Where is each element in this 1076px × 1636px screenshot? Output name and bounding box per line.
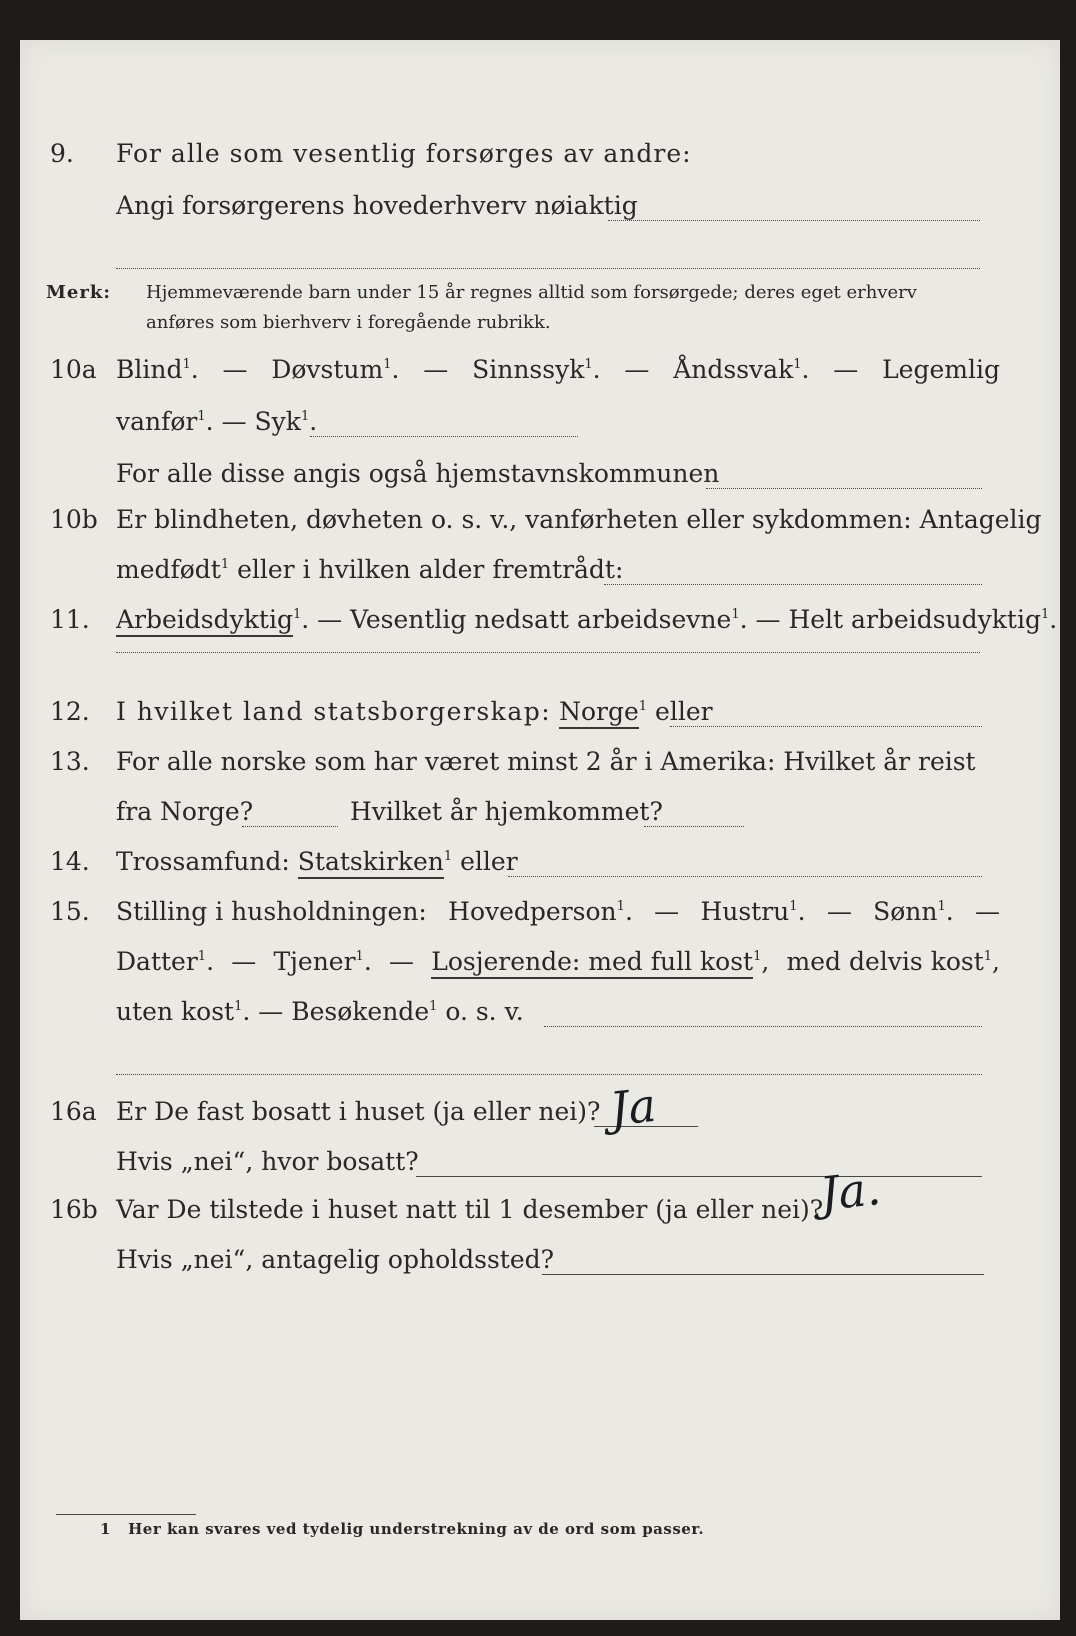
opt-hovedperson[interactable]: Hovedperson$^1$. <box>448 897 633 926</box>
q10a-hjemstavn-field[interactable] <box>706 488 982 489</box>
q9-occupation-field[interactable] <box>608 220 980 221</box>
q15-line2 <box>20 942 1060 982</box>
opt-losjerende-full[interactable]: Losjerende: med full kost$^1$, <box>431 942 769 982</box>
q16a-line1 <box>20 1092 1060 1132</box>
q13-number: 13. <box>50 747 90 776</box>
opt-uten-kost[interactable]: uten kost$^1$. <box>116 997 251 1026</box>
opt-syk[interactable]: Syk$^1$. <box>254 407 318 436</box>
q10a-line1 <box>20 350 1060 390</box>
q12-number: 12. <box>50 697 90 726</box>
opt-norge[interactable]: Norge <box>559 697 639 729</box>
footnote-text: Her kan svares ved tydelig understrekning av de ord som passer. <box>128 1520 705 1538</box>
q16b-line1 <box>20 1190 1060 1230</box>
q10a-options: Blind$^1$. — Døvstum$^1$. — Sinnssyk$^1$. — Åndssvak$^1$. — Legemlig <box>116 350 1000 390</box>
q15-options1: Stilling i husholdningen: Hovedperson$^1$. — Hustru$^1$. — Sønn$^1$. — <box>116 892 1000 932</box>
q12-country-field[interactable] <box>670 726 982 727</box>
q10a-syk-field[interactable] <box>310 436 578 437</box>
footnote-mark: 1 <box>100 1520 111 1538</box>
q10a-options2: vanfør$^1$. — Syk$^1$. <box>116 407 318 436</box>
q13-hjemkommet-label: Hvilket år hjemkommet? <box>350 797 663 826</box>
opt-medfodt[interactable]: medfødt <box>116 555 221 584</box>
footnote-divider <box>56 1514 196 1515</box>
q16b-number: 16b <box>50 1195 98 1224</box>
q15-options2: Datter$^1$. — Tjener$^1$. — Losjerende: med full kost$^1$, med delvis kost$^1$, <box>116 942 1000 982</box>
q15-options3: uten kost$^1$. — Besøkende$^1$ o. s. v. <box>116 997 524 1026</box>
opt-blind[interactable]: Blind$^1$. <box>116 355 199 384</box>
q10b-line1 <box>20 500 1060 540</box>
q10b-alder-field[interactable] <box>604 584 982 585</box>
merk-note <box>20 278 1060 338</box>
q16a-bosatt-field[interactable] <box>416 1176 982 1177</box>
q16b-opholdssted-field[interactable] <box>542 1274 984 1275</box>
opt-statskirken[interactable]: Statskirken <box>298 847 444 879</box>
q10a-hjemstavn-label: For alle disse angis også hjemstavnskommunen <box>116 459 720 488</box>
merk-label: Merk: <box>46 282 111 303</box>
q13-line1 <box>20 742 1060 782</box>
q15-number: 15. <box>50 897 90 926</box>
q10b-text: Er blindheten, døvheten o. s. v., vanførheten eller sykdommen: Antagelig <box>116 505 1042 534</box>
q16b-text: Var De tilstede i huset natt til 1 desember (ja eller nei)? <box>116 1195 824 1224</box>
q9-line1 <box>20 134 1060 174</box>
q10a-number: 10a <box>50 355 97 384</box>
merk-line1: Hjemmeværende barn under 15 år regnes alltid som forsørgede; deres eget erhverv <box>146 282 917 303</box>
q15-line1 <box>20 892 1060 932</box>
q13-reist-field[interactable] <box>242 826 338 827</box>
q16a-text: Er De fast bosatt i huset (ja eller nei)? <box>116 1097 601 1126</box>
opt-datter[interactable]: Datter$^1$. <box>116 947 215 976</box>
opt-sinnssyk[interactable]: Sinnssyk$^1$. <box>472 355 601 384</box>
q15-extra-field2[interactable] <box>116 1074 982 1075</box>
q9-occupation-label: Angi forsørgerens hovederhverv nøiaktig <box>116 191 638 220</box>
opt-losjerende-delvis[interactable]: med delvis kost$^1$, <box>786 947 1000 976</box>
q13-text: For alle norske som har været minst 2 år i Amerika: Hvilket år reist <box>116 747 976 776</box>
opt-besokende[interactable]: Besøkende <box>291 997 430 1026</box>
q11-line <box>20 600 1060 640</box>
q9-number: 9. <box>50 139 74 168</box>
opt-legemlig[interactable]: Legemlig <box>882 355 1000 384</box>
q12-text: I hvilket land statsborgerskap: Norge$^1$ eller <box>116 692 713 732</box>
q16a-answer: Ja <box>607 1077 659 1137</box>
merk-line2: anføres som bierhverv i foregående rubrikk. <box>146 312 551 333</box>
opt-vanfor[interactable]: vanfør$^1$. <box>116 407 214 436</box>
q10b-number: 10b <box>50 505 98 534</box>
q9-text: For alle som vesentlig forsørges av andre: <box>116 139 692 168</box>
q16b-opholdssted-label: Hvis „nei“, antagelig opholdssted? <box>116 1245 555 1274</box>
q9-extra-field[interactable] <box>116 268 980 269</box>
q11-number: 11. <box>50 605 90 634</box>
q14-trossamfund-field[interactable] <box>508 876 982 877</box>
form-page <box>20 40 1060 1620</box>
q15-extra-field1[interactable] <box>544 1026 982 1027</box>
opt-udyktig[interactable]: Helt arbeidsudyktig <box>788 605 1041 634</box>
q11-extra-field[interactable] <box>116 652 980 653</box>
q16a-bosatt-label: Hvis „nei“, hvor bosatt? <box>116 1147 419 1176</box>
q16a-number: 16a <box>50 1097 97 1126</box>
opt-nedsatt[interactable]: Vesentlig nedsatt arbeidsevne <box>350 605 732 634</box>
opt-dovstum[interactable]: Døvstum$^1$. <box>271 355 400 384</box>
q14-number: 14. <box>50 847 90 876</box>
q13-reist-label: fra Norge? <box>116 797 254 826</box>
opt-tjener[interactable]: Tjener$^1$. <box>273 947 372 976</box>
q14-text: Trossamfund: Statskirken$^1$ eller <box>116 842 518 882</box>
opt-hustru[interactable]: Hustru$^1$. <box>700 897 806 926</box>
q16b-answer: Ja. <box>817 1160 884 1222</box>
opt-arbeidsdyktig[interactable]: Arbeidsdyktig <box>116 605 293 637</box>
q10b-text2: medfødt$^1$ eller i hvilken alder fremtrådt: <box>116 555 624 584</box>
q11-options: Arbeidsdyktig$^1$. — Vesentlig nedsatt arbeidsevne$^1$. — Helt arbeidsudyktig$^1$. <box>116 600 1057 640</box>
q13-hjemkommet-field[interactable] <box>644 826 744 827</box>
footnote <box>100 1520 704 1538</box>
opt-andssvak[interactable]: Åndssvak$^1$. <box>673 355 810 384</box>
q13-line2 <box>20 792 1060 832</box>
opt-sonn[interactable]: Sønn$^1$. <box>873 897 954 926</box>
